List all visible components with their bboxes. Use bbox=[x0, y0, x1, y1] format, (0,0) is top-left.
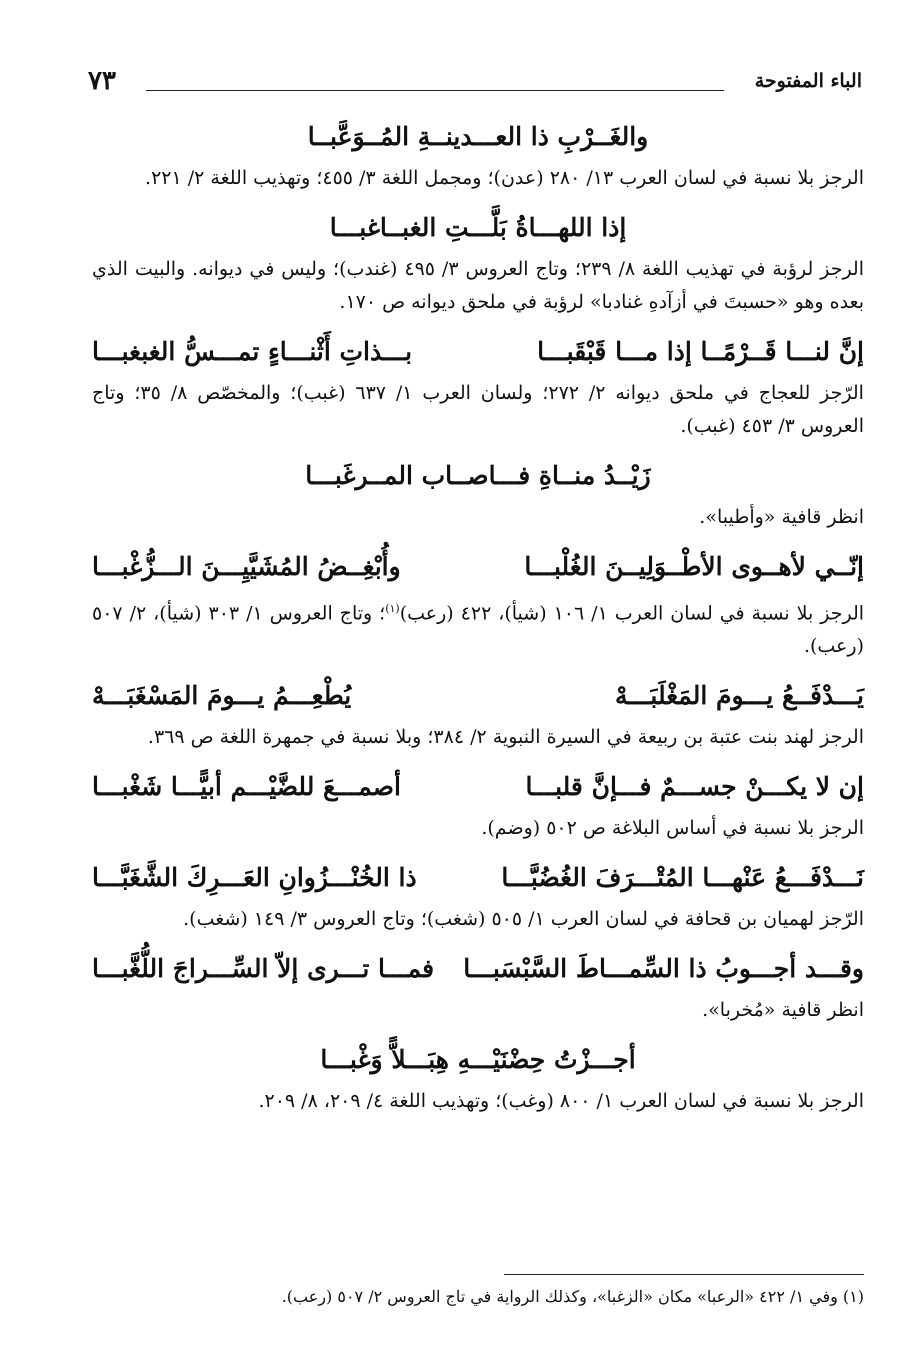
verse-line bbox=[92, 762, 864, 812]
verse-line bbox=[92, 327, 864, 377]
cross-reference: انظر قافية «وأطيبا». bbox=[699, 506, 864, 528]
running-header bbox=[88, 66, 862, 100]
citation-note: الرجز بلا نسبة في لسان العرب ١٣/ ٢٨٠ (عدن)؛ ومجمل اللغة ٣/ ٤٥٥؛ وتهذيب اللغة ٢/ ٢٢١. bbox=[145, 167, 864, 189]
citation-note: الرجز بلا نسبة في لسان العرب ١/ ٨٠٠ (وغب)؛ وتهذيب اللغة ٤/ ٢٠٩، ٨/ ٢٠٩. bbox=[258, 1090, 864, 1113]
citation-note: الرجز بلا نسبة في أساس البلاغة ص ٥٠٢ (وضم). bbox=[481, 817, 864, 840]
citation-text: الرجز بلا نسبة في لسان العرب ١/ ١٠٦ (شيأ)، ٤٢٢ (رعب) bbox=[399, 602, 865, 625]
verse-first-hemistich: إن لا يكـــنْ جســـمٌ فـــإنَّ قلبـــا bbox=[525, 772, 864, 802]
verse-first-hemistich: وقـــد أجـــوبُ ذا السِّمـــاطَ السَّبْسَبـــا bbox=[463, 954, 864, 984]
citation-note: الرّجز للعجاج في ملحق ديوانه ٢/ ٢٧٢؛ ولسان العرب ١/ ٦٣٧ (غبب)؛ والمخصّص ٨/ ٣٥؛ وتاج العروس ٣/ ٤٥٣ (غبب). bbox=[92, 382, 864, 437]
verse-line: إذا اللهـــاةُ بَلَّـــتِ الغبــاغبـــا bbox=[329, 213, 627, 242]
verse-line bbox=[92, 944, 864, 994]
verse-first-hemistich: إنَّ لنـــا قَــرْمًــا إذا مـــا قَبْقَبـــا bbox=[537, 337, 864, 366]
verse-second-hemistich: فمـــا تـــرى إلاّ السِّـــراجَ اللُّغَّبـــا bbox=[92, 954, 435, 984]
citation-note bbox=[92, 592, 864, 663]
citation-text: ؛ وتاج العروس ١/ ٣٠٣ (شيأ)، ٢/ ٥٠٧ (رعب). bbox=[92, 602, 864, 658]
verse-line: زَيْــدُ منــاةِ فـــاصــاب المــرغَبـــا bbox=[305, 461, 651, 490]
running-title: الباء المفتوحة bbox=[754, 70, 862, 92]
verse-line bbox=[92, 671, 864, 721]
verse-line: والغَــرْبِ ذا العـــدينــةِ المُــوَعَّبــا bbox=[307, 122, 649, 151]
citation-note: الرّجز لهميان بن قحافة في لسان العرب ١/ ٥٠٥ (شغب)؛ وتاج العروس ٣/ ١٤٩ (شغب). bbox=[183, 908, 864, 931]
verse-second-hemistich: يُطْعِـــمُ يـــومَ المَسْغَبَـــهْ bbox=[92, 681, 352, 711]
footnote-marker[interactable]: (١) bbox=[385, 602, 400, 615]
verse-second-hemistich: بـــذاتِ أَثْنـــاءٍ تمـــسُّ الغبغبـــا bbox=[92, 337, 413, 366]
verse-second-hemistich: وأُبْغِــضُ المُشَيَّيِـــنَ الـــزُّغْبـــا bbox=[92, 552, 401, 581]
page-body bbox=[92, 112, 864, 1126]
footnote-rule bbox=[504, 1274, 864, 1275]
verse-line: أجـــزْتُ حِضْنَيْـــهِ هِبَـــلاًّ وَغْبـــا bbox=[320, 1045, 636, 1075]
verse-second-hemistich: أصمـــعَ للضَّيْـــم أبيًّـــا شَغْبـــا bbox=[92, 772, 401, 802]
verse-first-hemistich: نَـــدْفَـــعُ عَنْهـــا المُتْـــرَفَ الغُضُبَّـــا bbox=[501, 863, 864, 893]
citation-note: الرجز لهند بنت عتبة بن ربيعة في السيرة النبوية ٢/ ٣٨٤؛ وبلا نسبة في جمهرة اللغة ص ٣٦٩. bbox=[147, 726, 864, 749]
verse-first-hemistich: يَـــدْفَــعُ يـــومَ المَغْلَبَـــهْ bbox=[615, 681, 864, 711]
verse-first-hemistich: إنّــي لأهــوى الأطْــوَلِيــنَ الغُلْبـــا bbox=[524, 552, 864, 581]
citation-note: الرجز لرؤبة في تهذيب اللغة ٨/ ٢٣٩؛ وتاج العروس ٣/ ٤٩٥ (غندب)؛ وليس في ديوانه. والبيت الذي بعده وهو «حسبتَ في أزآدهِ غنادبا» لرؤبة في ملحق ديوانه ص ١٧٠. bbox=[92, 258, 865, 313]
verse-line bbox=[92, 542, 864, 592]
header-rule bbox=[146, 90, 724, 91]
page-number: ٧٣ bbox=[88, 66, 116, 96]
cross-reference: انظر قافية «مُخربا». bbox=[702, 999, 864, 1022]
verse-second-hemistich: ذا الخُنْـــزُوانِ العَـــرِكَ الشَّغَبَّـــا bbox=[92, 863, 417, 893]
footnote: (١) وفي ١/ ٤٢٢ «الرعبا» مكان «الزغبا»، وكذلك الرواية في تاج العروس ٢/ ٥٠٧ (رعب). bbox=[281, 1287, 864, 1306]
verse-line bbox=[92, 853, 864, 903]
